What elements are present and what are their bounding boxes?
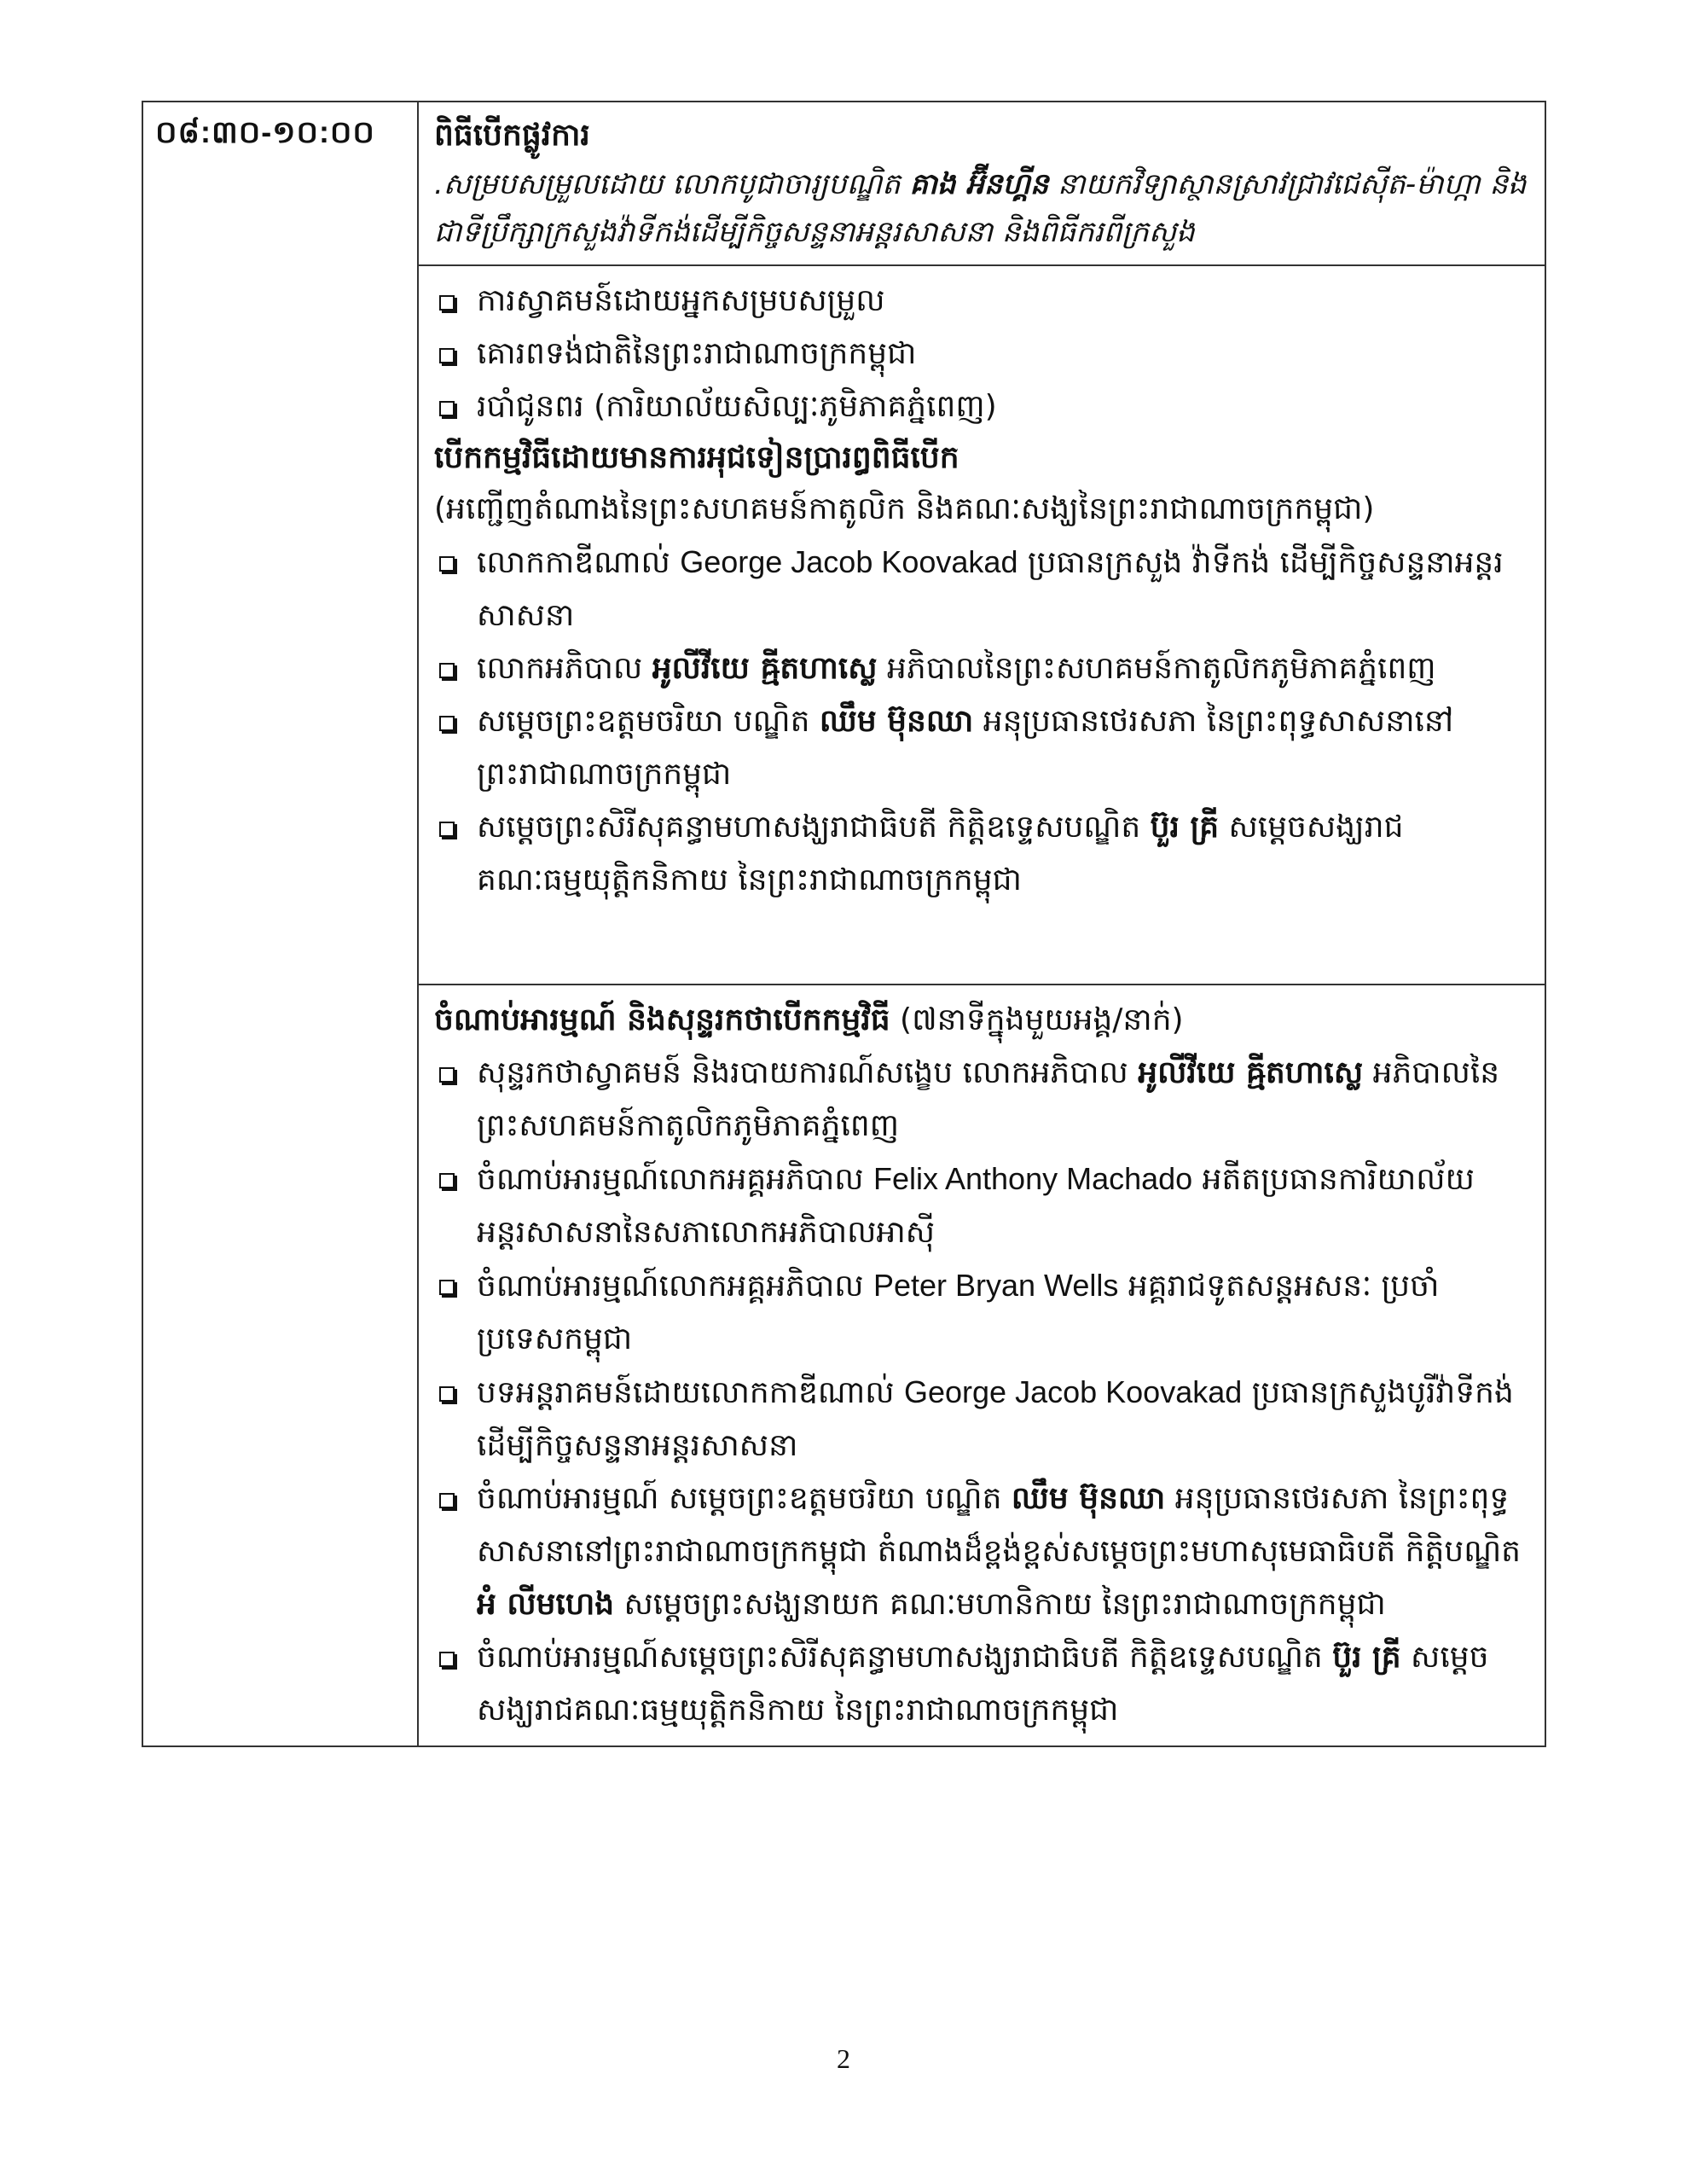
candle-note: (អញ្ជើញតំណាងនៃព្រះសហគមន៍កាតូលិក និងគណៈសង្ឃនៃព្រះរាជាណាចក្រកម្ពុជា) [434, 491, 1375, 526]
list-item: បទអន្តរាគមន៍ដោយលោកកាឌីណាល់ George Jacob Koovakad ប្រធានក្រសួងបូរីវ៉ាទីកង់ ដើម្បីកិច្ចសន្ទនាអន្តរសាសនា [434, 1366, 1533, 1472]
checkbox-icon [434, 380, 477, 433]
list-item: ចំណាប់អារម្មណ៍លោកអគ្គអភិបាល Peter Bryan Wells អគ្គរាជទូតសន្តអសនៈ ប្រចាំប្រទេសកម្ពុជា [434, 1259, 1533, 1366]
checkbox-icon [434, 1366, 477, 1472]
checkbox-icon [434, 1153, 477, 1259]
list-item: លោកអភិបាល អូលីវីយេ ឝ្មីតហាស្លេ អភិបាលនៃព្រះសហគមន៍កាតូលិកភូមិភាគភ្នំពេញ [434, 642, 1533, 695]
opening-note: .សម្របសម្រួលដោយ លោកបូជាចារ្យបណ្ឌិត គាង អ៊ីនហ្គីន នាយកវិទ្យាស្ថានស្រាវជ្រាវជេស៊ីត-ម៉ាហ្កា និងជាទីប្រឹក្សាក្រសួងវ៉ាទីកង់ដើម្បីកិច្ចសន្ទនាអន្តរសាសនា និងពិធីករពីក្រសួង [434, 167, 1527, 249]
list-item: គោរពទង់ជាតិនៃព្រះរាជាណាចក្រកម្ពុជា [434, 328, 1533, 380]
list-item: សុន្ទរកថាស្វាគមន៍ និងរបាយការណ៍សង្ខេប លោកអភិបាល អូលីវីយេ ឝ្មីតហាស្លេ អភិបាលនៃព្រះសហគមន៍កាតូលិកភូមិភាគភ្នំពេញ [434, 1047, 1533, 1153]
greetings-cell [418, 985, 1545, 1746]
list-item: ចំណាប់អារម្មណ៍លោកអគ្គអភិបាល Felix Anthony Machado អតីតប្រធានការិយាល័យ អន្តរសាសនានៃសភាលោកអភិបាលអាស៊ី [434, 1153, 1533, 1259]
facilitator-name: គាង អ៊ីនហ្គីន [909, 167, 1049, 201]
greetings-heading-line: ចំណាប់អារម្មណ៍ និងសុន្ទរកថាបើកកម្មវិធី (៧នាទីក្នុងមួយអង្គ/នាក់) [434, 1002, 1184, 1037]
opening-row [142, 102, 1545, 265]
checkbox-icon [434, 1047, 477, 1153]
checkbox-icon [434, 536, 477, 642]
page-number: 2 [837, 2043, 850, 2074]
checkbox-icon [434, 695, 477, 801]
opening-cell [418, 102, 1545, 265]
checkbox-icon [434, 328, 477, 380]
list-item: សម្តេចព្រះសិរីសុគន្ធាមហាសង្ឃរាជាធិបតី កិត្តិឧទ្ទេសបណ្ឌិត ប៊ួរ គ្រី សម្តេចសង្ឃរាជ គណៈធម្មយុត្តិកនិកាយ នៃព្រះរាជាណាចក្រកម្ពុជា [434, 801, 1533, 907]
list-item: ចំណាប់អារម្មណ៍សម្តេចព្រះសិរីសុគន្ធាមហាសង្ឃរាជាធិបតី កិត្តិឧទ្ទេសបណ្ឌិត ប៊ួរ គ្រី សម្តេចសង្ឃរាជគណៈធម្មយុត្តិកនិកាយ នៃព្រះរាជាណាចក្រកម្ពុជា [434, 1631, 1533, 1737]
list-item: របាំជូនពរ (ការិយាល័យសិល្បៈភូមិភាគភ្នំពេញ) [434, 380, 1533, 433]
opening-heading: ពិធីបើកផ្លូវការ [434, 118, 590, 153]
checkbox-icon [434, 1259, 477, 1366]
time-slot: ០៨:៣០-១០:០០ [142, 102, 418, 1746]
checkbox-icon [434, 1631, 477, 1737]
list-item: ចំណាប់អារម្មណ៍ សម្ដេចព្រះឧត្តមចរិយា បណ្ឌិត ឈឹម ម៊ុនឈា អនុប្រធានថេរសភា នៃព្រះពុទ្ធសាសនានៅព្រះរាជាណាចក្រកម្ពុជា តំណាងដ៏ខ្ពង់ខ្ពស់សម្តេចព្រះមហាសុមេធាធិបតី កិត្តិបណ្ឌិត អំ លីមហេង សម្តេចព្រះសង្ឃនាយក គណៈមហានិកាយ នៃព្រះរាជាណាចក្រកម្ពុជា [434, 1472, 1533, 1631]
greetings-heading: ចំណាប់អារម្មណ៍ និងសុន្ទរកថាបើកកម្មវិធី [434, 1002, 890, 1037]
checkbox-icon [434, 801, 477, 907]
program-table [142, 101, 1546, 1747]
ceremony-cell [418, 265, 1545, 985]
checkbox-icon [434, 1472, 477, 1631]
list-item: ការស្វាគមន៍ដោយអ្នកសម្របសម្រួល [434, 275, 1533, 328]
list-item: លោកកាឌីណាល់ George Jacob Koovakad ប្រធានក្រសួង វ៉ាទីកង់ ដើម្បីកិច្ចសន្ទនាអន្តរសាសនា [434, 536, 1533, 642]
list-item: សម្ដេចព្រះឧត្តមចរិយា បណ្ឌិត ឈឹម ម៊ុនឈា អនុប្រធានថេរសភា នៃព្រះពុទ្ធសាសនានៅព្រះរាជាណាចក្រកម្ពុជា [434, 695, 1533, 801]
checkbox-icon [434, 275, 477, 328]
checkbox-icon [434, 642, 477, 695]
candle-heading: បើកកម្មវិធីដោយមានការអុជទៀនប្រារព្ធពិធីបើក [434, 440, 959, 475]
